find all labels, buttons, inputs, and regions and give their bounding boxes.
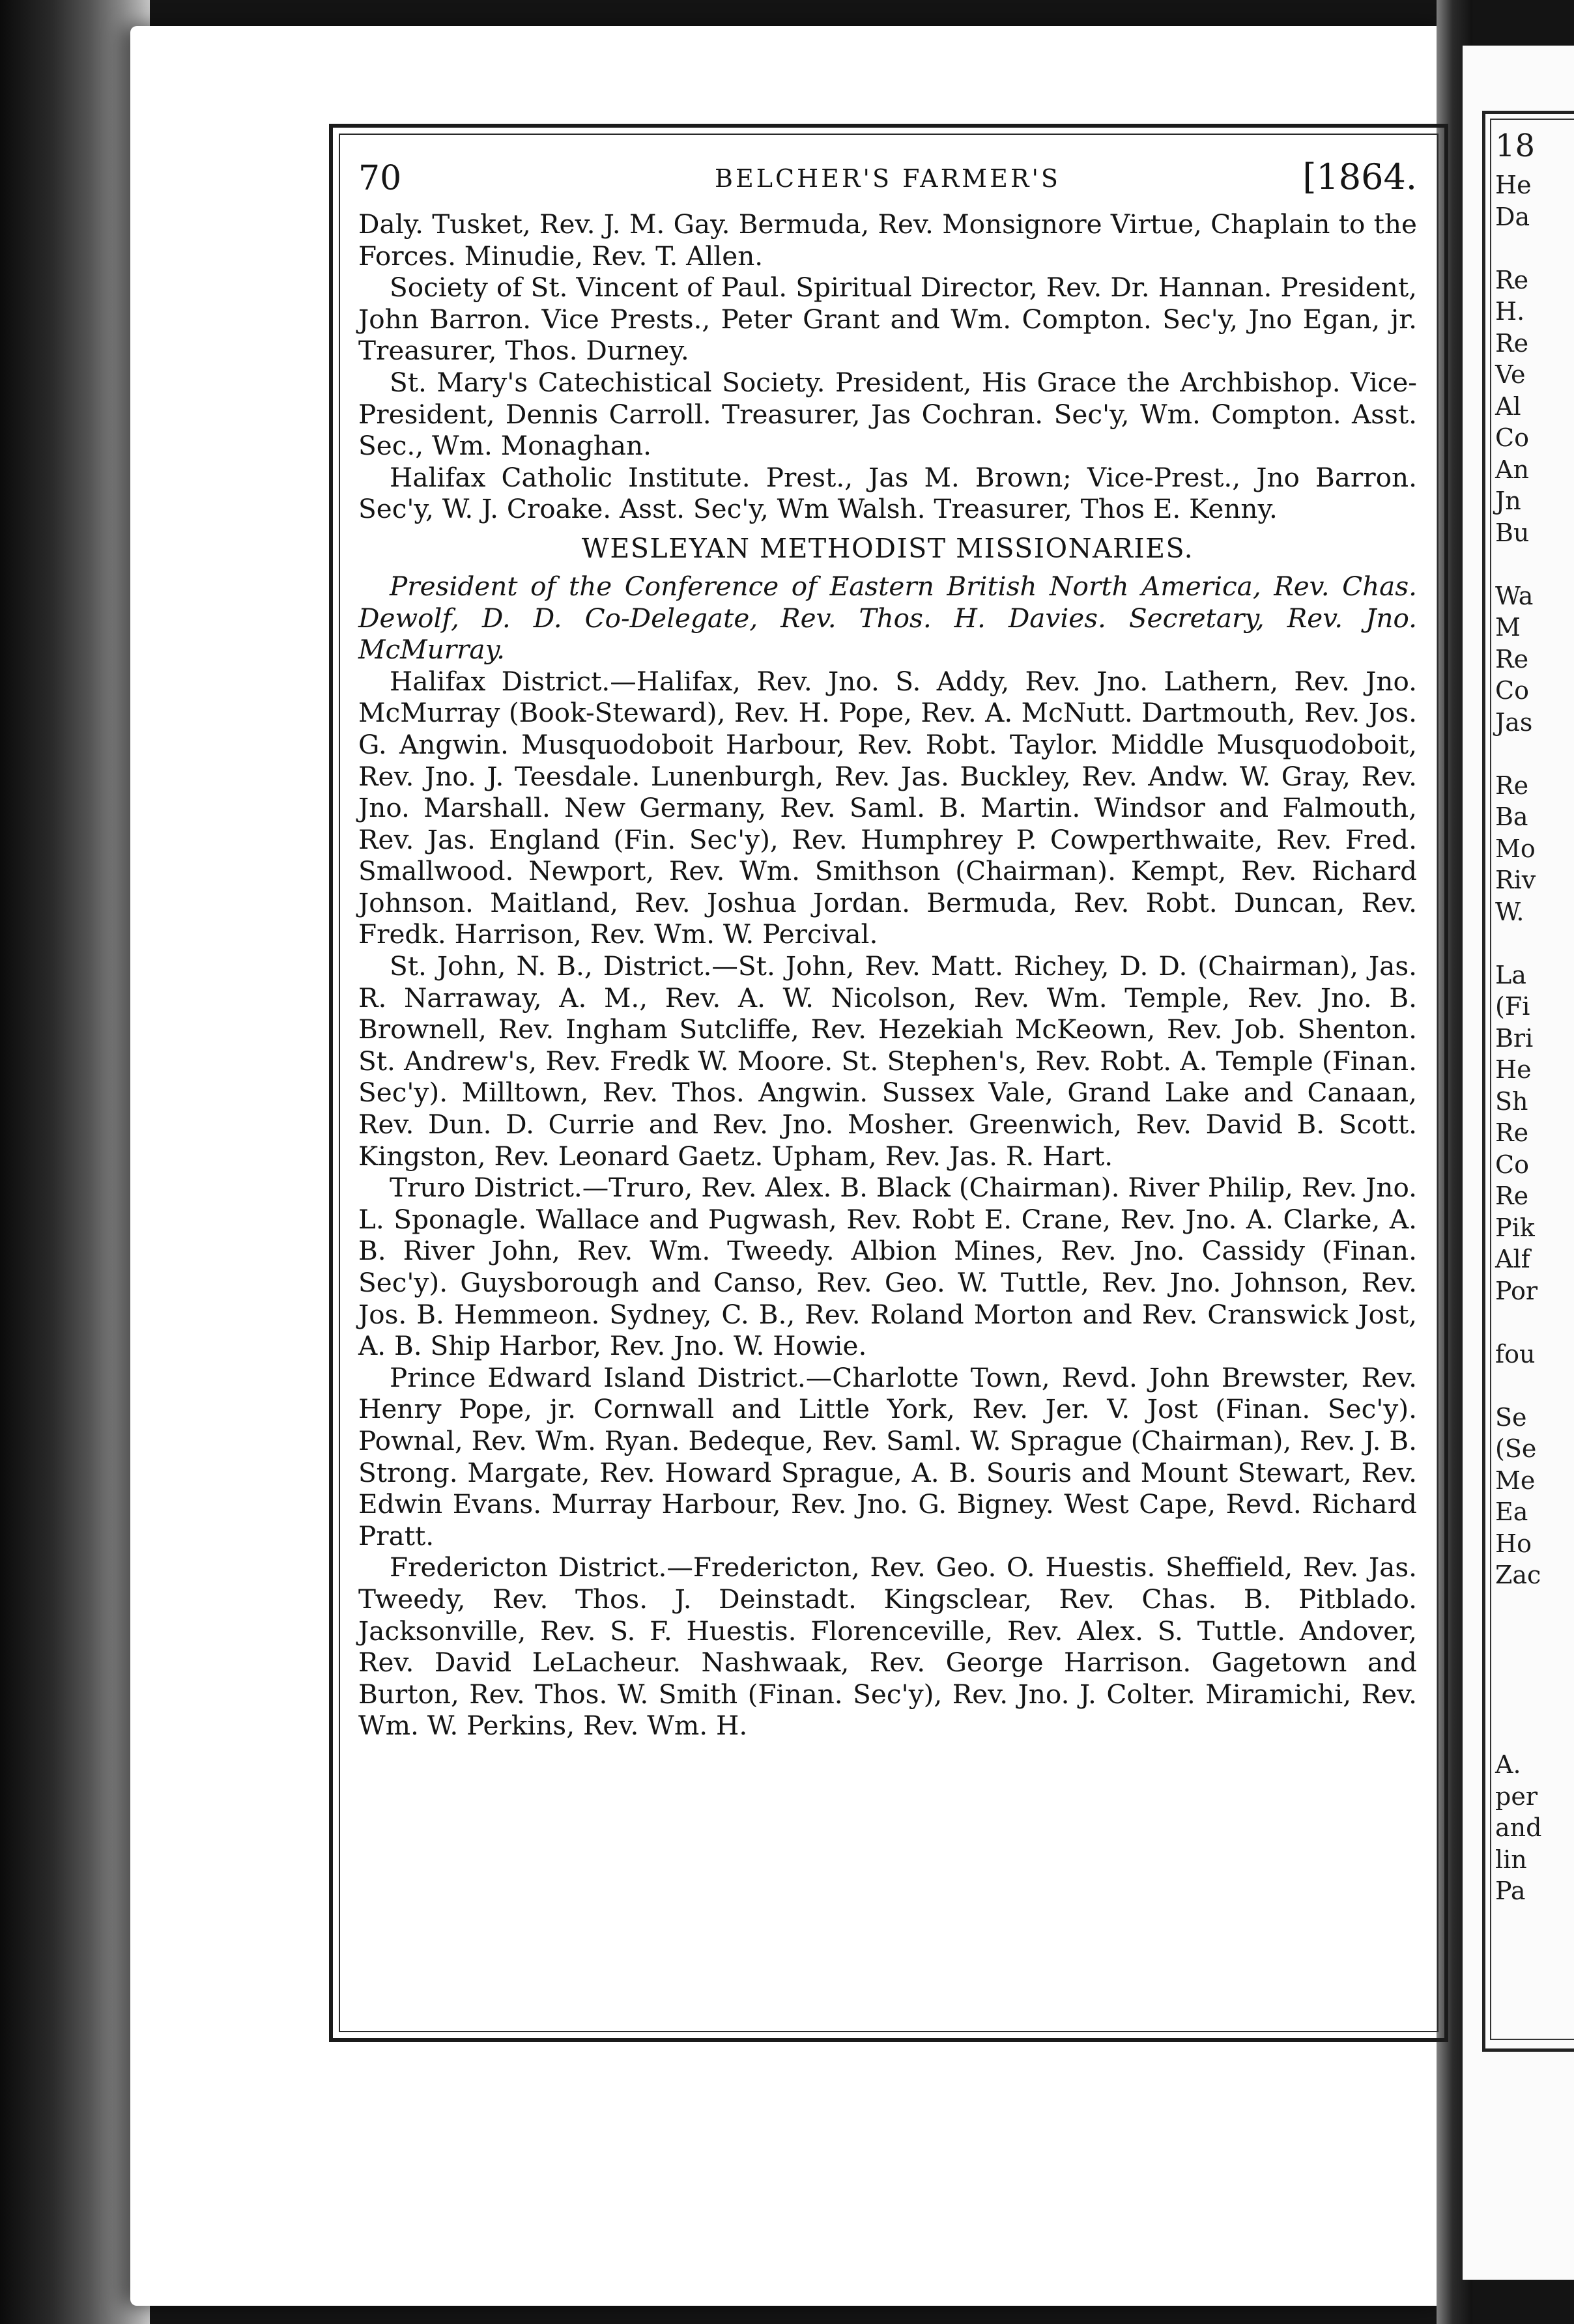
header-year: [1864.	[1302, 156, 1417, 197]
facing-line-fragment: La	[1495, 960, 1526, 989]
facing-line-fragment: Mo	[1495, 834, 1536, 863]
facing-line-fragment: Re	[1495, 328, 1529, 358]
page-content	[358, 150, 1417, 1742]
facing-line-fragment: A.	[1495, 1750, 1521, 1779]
facing-line-fragment: fou	[1495, 1339, 1536, 1368]
facing-line-fragment: He	[1495, 1055, 1532, 1084]
district-fredericton: Fredericton District.—Fredericton, Rev. Geo. O. Huestis. Sheffield, Rev. Jas. Tweedy, Rev. Thos. J. Deinstadt. Kingsclear, Rev. Chas. B. Pitblado. Jacksonville, Rev. S. F. Huestis. Florenceville, Rev. Alex. S. Tuttle. Andover, Rev. David LeLacheur. Nashwaak, Rev. George Harrison. Gagetown and Burton, Rev. Thos. W. Smith (Finan. Sec'y), Rev. Jno. J. Colter. Miramichi, Rev. Wm. W. Perkins, Rev. Wm. H.	[358, 1552, 1417, 1742]
facing-line-fragment: Ve	[1495, 360, 1526, 389]
facing-line-fragment: Alf	[1495, 1245, 1530, 1273]
facing-page	[1463, 46, 1574, 2280]
facing-line-list	[1495, 169, 1574, 1905]
district-prince-edward-island: Prince Edward Island District.—Charlotte Town, Revd. John Brewster, Rev. Henry Pope, jr. Cornwall and Little York, Rev. Jer. V. Jost (Finan. Sec'y). Pownal, Rev. Wm. Ryan. Bedeque, Rev. Saml. W. Sprague (Chairman), Rev. J. B. Strong. Margate, Rev. Howard Sprague, A. B. Souris and Mount Stewart, Rev. Edwin Evans. Murray Harbour, Rev. Jno. G. Bigney. West Cape, Revd. Richard Pratt.	[358, 1361, 1417, 1552]
running-header	[358, 150, 1417, 208]
facing-line-fragment: Jn	[1495, 487, 1521, 515]
facing-line-fragment: Pa	[1495, 1877, 1526, 1905]
facing-line-fragment: (Se	[1495, 1434, 1537, 1463]
facing-line-fragment	[1495, 928, 1574, 959]
facing-line-fragment: Sh	[1495, 1086, 1528, 1116]
facing-line-fragment: (Fi	[1495, 992, 1530, 1021]
facing-line-fragment: Ea	[1495, 1497, 1528, 1526]
facing-line-fragment: Por	[1495, 1276, 1538, 1305]
facing-line-fragment: Al	[1495, 391, 1521, 421]
facing-line-fragment: Se	[1495, 1402, 1527, 1432]
facing-line-fragment: per	[1495, 1781, 1538, 1811]
book-binding-left	[0, 0, 150, 2324]
facing-line-fragment	[1495, 1654, 1574, 1686]
facing-line-fragment	[1495, 738, 1574, 770]
facing-line-fragment: He	[1495, 171, 1532, 199]
section-intro: President of the Conference of Eastern British North America, Rev. Chas. Dewolf, D. D. Co-Delegate, Rev. Thos. H. Davies. Secretary, Rev. Jno. McMurray.	[358, 570, 1417, 666]
facing-page-fragments	[1495, 128, 1574, 1905]
facing-line-fragment: M	[1495, 613, 1521, 642]
facing-line-fragment	[1495, 1591, 1574, 1623]
facing-line-fragment: Re	[1495, 1182, 1529, 1210]
facing-line-fragment: lin	[1495, 1845, 1527, 1874]
facing-line-fragment: Me	[1495, 1466, 1536, 1495]
facing-line-fragment: Co	[1495, 676, 1529, 705]
facing-page-number: 18	[1495, 128, 1536, 164]
paragraph-st-marys-society: St. Mary's Catechistical Society. President, His Grace the Archbishop. Vice-President, Dennis Carroll. Treasurer, Jas Cochran. Sec'y, Wm. Compton. Asst. Sec., Wm. Monaghan.	[358, 366, 1417, 462]
facing-line-fragment: An	[1495, 455, 1529, 484]
facing-line-fragment: Jas	[1495, 707, 1533, 737]
body-text	[358, 208, 1417, 1742]
facing-line-fragment	[1495, 1307, 1574, 1339]
facing-line-fragment	[1495, 1686, 1574, 1718]
section-heading: WESLEYAN METHODIST MISSIONARIES.	[581, 532, 1194, 564]
facing-line-fragment: Da	[1495, 202, 1530, 231]
paragraph-st-vincent-society: Society of St. Vincent of Paul. Spiritual Director, Rev. Dr. Hannan. President, John Barron. Vice Prests., Peter Grant and Wm. Compton. Sec'y, Jno Egan, jr. Treasurer, Thos. Durney.	[358, 272, 1417, 367]
facing-line-fragment: Wa	[1495, 581, 1534, 610]
facing-line-fragment: Re	[1495, 771, 1529, 800]
district-halifax: Halifax District.—Halifax, Rev. Jno. S. Addy, Rev. Jno. Lathern, Rev. Jno. McMurray (Book-Steward), Rev. H. Pope, Rev. A. McNutt. Dartmouth, Rev. Jos. G. Angwin. Musquodoboit Harbour, Rev. Robt. Taylor. Middle Musquodoboit, Rev. Jno. J. Teesdale. Lunenburgh, Rev. Jas. Buckley, Rev. Andw. W. Gray, Rev. Jno. Marshall. New Germany, Rev. Saml. B. Martin. Windsor and Falmouth, Rev. Jas. England (Fin. Sec'y), Rev. Humphrey P. Cowperthwaite, Rev. Fred. Smallwood. Newport, Rev. Wm. Smithson (Chairman). Kempt, Rev. Richard Johnson. Maitland, Rev. Joshua Jordan. Bermuda, Rev. Robt. Duncan, Rev. Fredk. Harrison, Rev. Wm. W. Percival.	[358, 665, 1417, 950]
facing-line-fragment: Co	[1495, 423, 1529, 452]
facing-line-fragment: Co	[1495, 1150, 1529, 1179]
facing-line-fragment	[1495, 1370, 1574, 1402]
facing-line-fragment: Bri	[1495, 1023, 1534, 1053]
facing-line-fragment: Re	[1495, 265, 1529, 294]
facing-line-fragment	[1495, 1623, 1574, 1654]
facing-line-fragment: Ba	[1495, 802, 1528, 831]
facing-line-fragment: Ho	[1495, 1529, 1532, 1558]
paragraph-halifax-catholic-institute: Halifax Catholic Institute. Prest., Jas M. Brown; Vice-Prest., Jno Barron. Sec'y, W. J. Croake. Asst. Sec'y, Wm Walsh. Treasurer, Thos E. Kenny.	[358, 461, 1417, 525]
facing-line-fragment: Pik	[1495, 1213, 1535, 1242]
facing-line-fragment: W.	[1495, 897, 1524, 926]
facing-line-fragment	[1495, 233, 1574, 264]
continuation-paragraph: Daly. Tusket, Rev. J. M. Gay. Bermuda, Rev. Monsignore Virtue, Chaplain to the Forces. Minudie, Rev. T. Allen.	[358, 208, 1417, 272]
facing-line-fragment: H.	[1495, 297, 1525, 326]
facing-line-fragment: Riv	[1495, 866, 1536, 894]
facing-line-fragment: and	[1495, 1813, 1542, 1842]
facing-line-fragment: Re	[1495, 1118, 1529, 1147]
facing-line-fragment	[1495, 1718, 1574, 1750]
facing-line-fragment	[1495, 548, 1574, 580]
facing-line-fragment: Zac	[1495, 1561, 1541, 1589]
district-st-john: St. John, N. B., District.—St. John, Rev. Matt. Richey, D. D. (Chairman), Jas. R. Narraway, A. M., Rev. A. W. Nicolson, Rev. Wm. Temple, Rev. Jno. B. Brownell, Rev. Ingham Sutcliffe, Rev. Hezekiah McKeown, Rev. Job. Shenton. St. Andrew's, Rev. Fredk W. Moore. St. Stephen's, Rev. Robt. A. Temple (Finan. Sec'y). Milltown, Rev. Thos. Angwin. Sussex Vale, Grand Lake and Canaan, Rev. Dun. D. Currie and Rev. Jno. Mosher. Greenwich, Rev. David B. Scott. Kingston, Rev. Leonard Gaetz. Upham, Rev. Jas. R. Hart.	[358, 950, 1417, 1172]
facing-line-fragment: Re	[1495, 644, 1529, 673]
district-truro: Truro District.—Truro, Rev. Alex. B. Black (Chairman). River Philip, Rev. Jno. L. Sponagle. Wallace and Pugwash, Rev. Robt E. Crane, Rev. Jno. A. Clarke, A. B. River John, Rev. Wm. Tweedy. Albion Mines, Rev. Jno. Cassidy (Finan. Sec'y). Guysborough and Canso, Rev. Geo. W. Tuttle, Rev. Jno. Johnson, Rev. Jos. B. Hemmeon. Sydney, C. B., Rev. Roland Morton and Rev. Cranswick Jost, A. B. Ship Harbor, Rev. Jno. W. Howie.	[358, 1172, 1417, 1362]
running-title: BELCHER'S FARMER'S	[715, 164, 1061, 193]
page-number: 70	[358, 159, 402, 198]
facing-line-fragment: Bu	[1495, 518, 1530, 547]
